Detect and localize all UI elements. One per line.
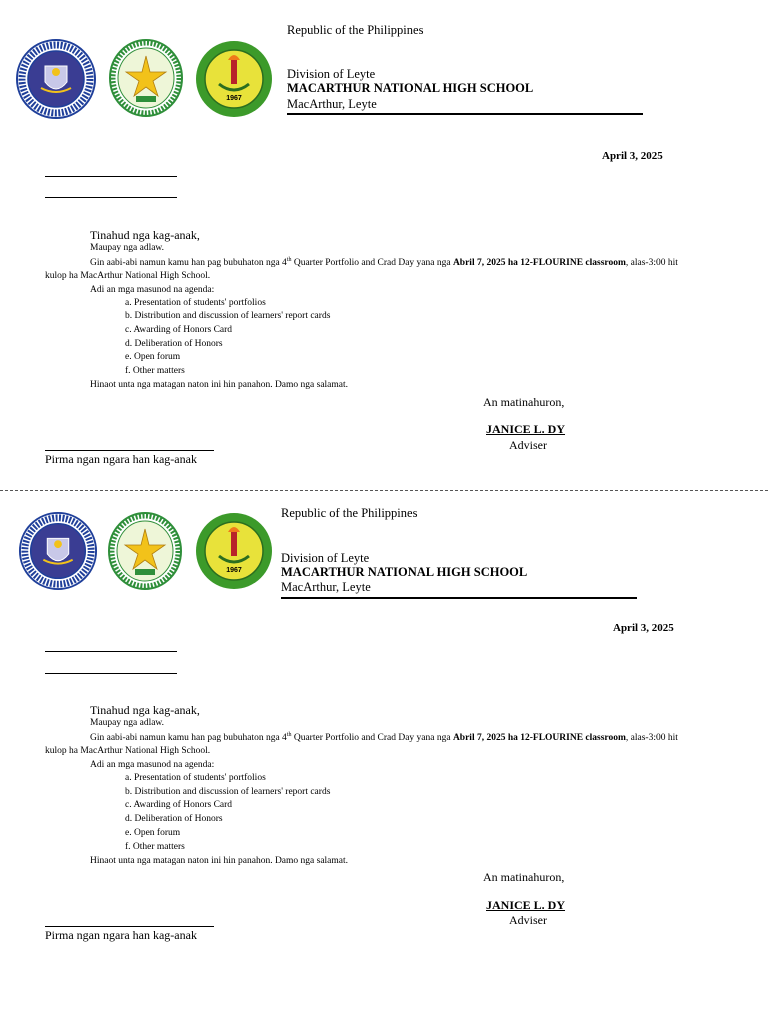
svg-text:1967: 1967 — [226, 95, 242, 102]
letter-date: April 3, 2025 — [602, 150, 663, 162]
schools-division-leyte-icon — [107, 511, 183, 591]
signatory-name: JANICE L. DY — [486, 898, 566, 912]
republic-line: Republic of the Philippines — [287, 23, 424, 37]
school-address: MacArthur, Leyte — [287, 97, 377, 111]
body-sup: th — [286, 257, 292, 263]
agenda-item: d. Deliberation of Honors — [125, 814, 223, 824]
deped-seal-icon — [18, 511, 98, 591]
deped-seal-icon — [15, 38, 97, 120]
agenda-item: a. Presentation of students' portfolios — [125, 773, 266, 783]
header-rule — [287, 113, 643, 115]
signatory-position: Adviser — [509, 438, 547, 452]
body-post: , alas-3:00 hit — [625, 733, 678, 744]
agenda-item: a. Presentation of students' portfolios — [125, 298, 266, 308]
salutation: Tinahud nga kag-anak, — [90, 703, 200, 717]
body-sup: th — [286, 732, 292, 738]
salutation: Tinahud nga kag-anak, — [90, 228, 200, 242]
parent-signature-line — [45, 926, 214, 927]
agenda-item: c. Awarding of Honors Card — [125, 800, 233, 810]
body-pre: Gin aabi-abi namun kamu han pag bubuhaton nga 4 — [90, 258, 287, 269]
agenda-item: f. Other matters — [125, 366, 185, 376]
letter-date: April 3, 2025 — [613, 622, 674, 634]
division-line: Division of Leyte — [287, 67, 376, 81]
body-mid: Quarter Portfolio and Crad Day yana nga — [291, 733, 453, 744]
agenda-item: d. Deliberation of Honors — [125, 339, 223, 349]
recipient-blank-2 — [45, 673, 177, 674]
cut-line — [0, 490, 768, 491]
agenda-item: c. Awarding of Honors Card — [125, 325, 233, 335]
macarthur-nhs-seal-icon — [195, 510, 273, 592]
body-mid: Quarter Portfolio and Crad Day yana nga — [291, 258, 453, 269]
agenda-item: e. Open forum — [125, 828, 181, 838]
agenda-item: b. Distribution and discussion of learners' report cards — [125, 311, 331, 321]
parent-signature-label: Pirma ngan ngara han kag-anak — [45, 452, 197, 466]
parent-signature-line — [45, 450, 214, 451]
header-rule — [281, 597, 637, 599]
body-pre: Gin aabi-abi namun kamu han pag bubuhaton nga 4 — [90, 733, 287, 744]
parent-signature-label: Pirma ngan ngara han kag-anak — [45, 928, 197, 942]
division-line: Division of Leyte — [281, 551, 370, 565]
body-bold: Abril 7, 2025 ha 12-FLOURINE classroom — [452, 733, 626, 744]
svg-text:1967: 1967 — [226, 567, 242, 574]
recipient-blank-1 — [45, 651, 177, 652]
signatory-name: JANICE L. DY — [486, 422, 566, 436]
body-paragraph — [90, 732, 678, 743]
agenda-item: b. Distribution and discussion of learners' report cards — [125, 787, 331, 797]
macarthur-nhs-seal-icon — [195, 38, 273, 120]
school-name: MACARTHUR NATIONAL HIGH SCHOOL — [281, 565, 528, 579]
agenda-intro: Adi an mga masunod na agenda: — [90, 285, 215, 295]
recipient-blank-2 — [45, 197, 177, 198]
body-line-2: kulop ha MacArthur National High School. — [45, 746, 211, 756]
closing-line: Hinaot unta nga matagan naton ini hin panahon. Damo nga salamat. — [90, 856, 349, 866]
body-line-2: kulop ha MacArthur National High School. — [45, 271, 211, 281]
greeting: Maupay nga adlaw. — [90, 718, 165, 728]
closing: An matinahuron, — [483, 395, 565, 409]
body-bold: Abril 7, 2025 ha 12-FLOURINE classroom — [452, 258, 626, 269]
signatory-position: Adviser — [509, 913, 547, 927]
agenda-item: e. Open forum — [125, 352, 181, 362]
greeting: Maupay nga adlaw. — [90, 243, 165, 253]
agenda-item: f. Other matters — [125, 842, 185, 852]
body-paragraph — [90, 257, 678, 268]
closing: An matinahuron, — [483, 870, 565, 884]
closing-line: Hinaot unta nga matagan naton ini hin panahon. Damo nga salamat. — [90, 380, 349, 390]
schools-division-leyte-icon — [108, 38, 184, 118]
school-address: MacArthur, Leyte — [281, 580, 371, 594]
republic-line: Republic of the Philippines — [281, 506, 418, 520]
agenda-intro: Adi an mga masunod na agenda: — [90, 760, 215, 770]
school-name: MACARTHUR NATIONAL HIGH SCHOOL — [287, 81, 534, 95]
body-post: , alas-3:00 hit — [625, 258, 678, 269]
recipient-blank-1 — [45, 176, 177, 177]
